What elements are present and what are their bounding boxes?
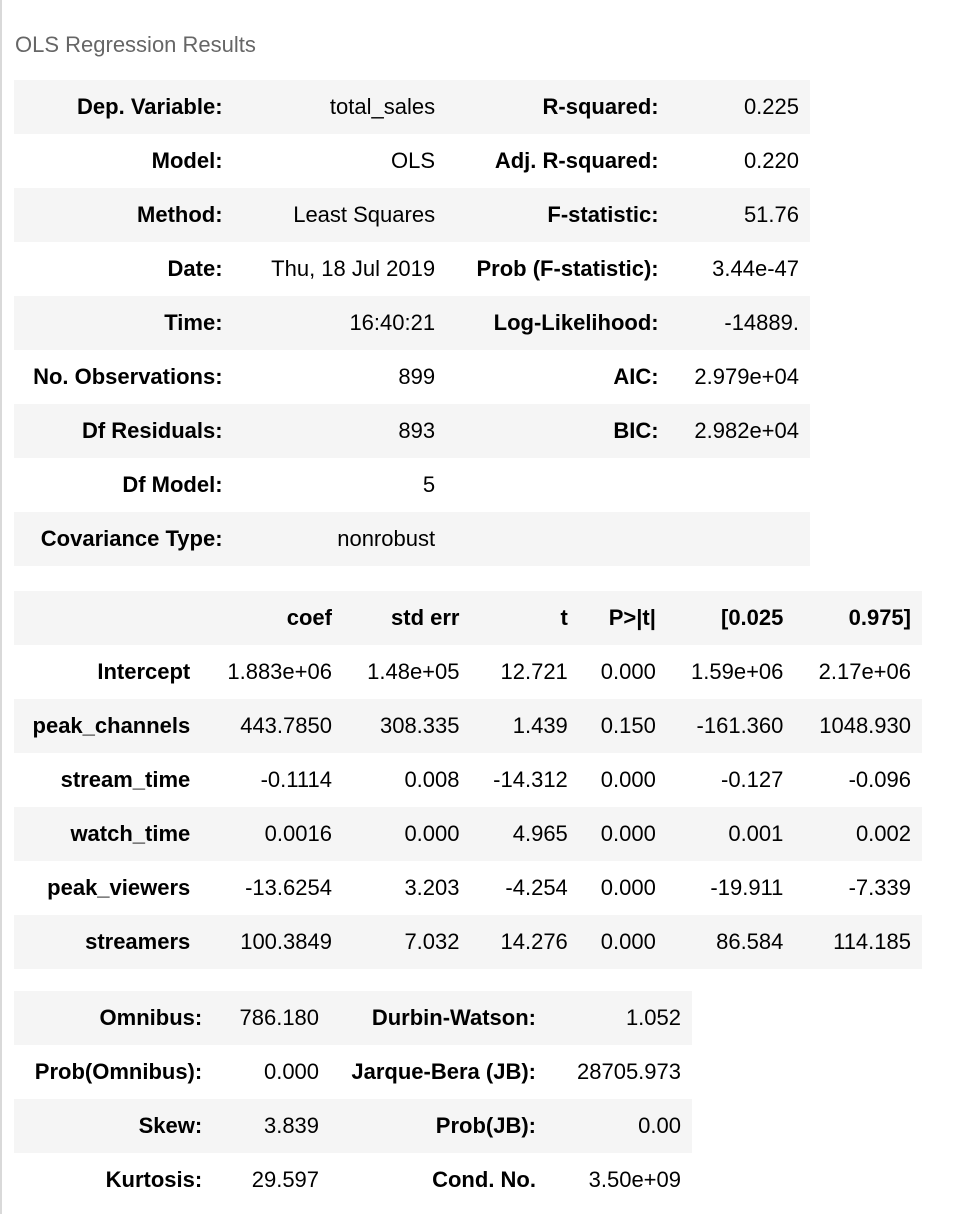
table-row (14, 991, 692, 1045)
stat-value: -14889. (670, 296, 810, 350)
variable-name: peak_viewers (14, 861, 201, 915)
p-value: 0.000 (579, 645, 667, 699)
table-row (14, 753, 922, 807)
table-row (14, 80, 810, 134)
t-value: 4.965 (471, 807, 579, 861)
t-value: 14.276 (471, 915, 579, 969)
stat-value: total_sales (234, 80, 447, 134)
stat-value: 2.982e+04 (670, 404, 810, 458)
t-value: 1.439 (471, 699, 579, 753)
variable-name: peak_channels (14, 699, 201, 753)
coef-value: 100.3849 (201, 915, 343, 969)
ci-high-value: 0.002 (794, 807, 922, 861)
table-row (14, 458, 810, 512)
std-err-value: 7.032 (343, 915, 471, 969)
stat-label: Prob (F-statistic): (446, 242, 670, 296)
stat-value: nonrobust (234, 512, 447, 566)
stat-label: Dep. Variable: (14, 80, 234, 134)
table-row (14, 1099, 692, 1153)
t-value: -4.254 (471, 861, 579, 915)
table-row (14, 188, 810, 242)
stat-value (670, 458, 810, 512)
stat-label: Covariance Type: (14, 512, 234, 566)
stat-label: Kurtosis: (14, 1153, 213, 1207)
coefficient-table (14, 591, 922, 969)
stat-label: Date: (14, 242, 234, 296)
table-row (14, 645, 922, 699)
stat-value: 786.180 (213, 991, 330, 1045)
stat-value: 899 (234, 350, 447, 404)
stat-value: 893 (234, 404, 447, 458)
stat-label: F-statistic: (446, 188, 670, 242)
table-row (14, 134, 810, 188)
table-caption: OLS Regression Results (15, 32, 256, 57)
stat-label: Durbin-Watson: (330, 991, 547, 1045)
table-row (14, 699, 922, 753)
table-row (14, 404, 810, 458)
coef-value: 443.7850 (201, 699, 343, 753)
std-err-value: 308.335 (343, 699, 471, 753)
ci-low-value: -19.911 (667, 861, 795, 915)
stat-value: 3.50e+09 (547, 1153, 692, 1207)
p-value: 0.000 (579, 807, 667, 861)
table-row (14, 350, 810, 404)
column-header (14, 591, 201, 645)
stat-label: Adj. R-squared: (446, 134, 670, 188)
column-header: [0.025 (667, 591, 795, 645)
stat-value: 29.597 (213, 1153, 330, 1207)
p-value: 0.000 (579, 753, 667, 807)
table-row (14, 861, 922, 915)
stat-value: 0.00 (547, 1099, 692, 1153)
stat-value: 16:40:21 (234, 296, 447, 350)
stat-value: 1.052 (547, 991, 692, 1045)
stat-label: Jarque-Bera (JB): (330, 1045, 547, 1099)
stat-value: 28705.973 (547, 1045, 692, 1099)
variable-name: stream_time (14, 753, 201, 807)
table-row (14, 296, 810, 350)
column-header: 0.975] (794, 591, 922, 645)
ci-low-value: 0.001 (667, 807, 795, 861)
stat-label: Omnibus: (14, 991, 213, 1045)
stat-value: 0.225 (670, 80, 810, 134)
stat-label: Cond. No. (330, 1153, 547, 1207)
coef-value: 1.883e+06 (201, 645, 343, 699)
diagnostics-table (14, 991, 692, 1207)
variable-name: Intercept (14, 645, 201, 699)
stat-value: OLS (234, 134, 447, 188)
table-row (14, 915, 922, 969)
ci-low-value: -0.127 (667, 753, 795, 807)
stat-label: Prob(Omnibus): (14, 1045, 213, 1099)
model-summary-table (14, 80, 810, 566)
coef-value: 0.0016 (201, 807, 343, 861)
column-header: t (471, 591, 579, 645)
table-row (14, 242, 810, 296)
stat-label (446, 512, 670, 566)
ci-low-value: 86.584 (667, 915, 795, 969)
variable-name: streamers (14, 915, 201, 969)
ci-low-value: 1.59e+06 (667, 645, 795, 699)
table-row (14, 512, 810, 566)
stat-label: No. Observations: (14, 350, 234, 404)
ci-high-value: 1048.930 (794, 699, 922, 753)
stat-value: 51.76 (670, 188, 810, 242)
table-row (14, 807, 922, 861)
table-row (14, 1045, 692, 1099)
p-value: 0.150 (579, 699, 667, 753)
stat-value: 3.44e-47 (670, 242, 810, 296)
stat-label: Skew: (14, 1099, 213, 1153)
std-err-value: 1.48e+05 (343, 645, 471, 699)
stat-value: 3.839 (213, 1099, 330, 1153)
column-header: coef (201, 591, 343, 645)
ci-high-value: -7.339 (794, 861, 922, 915)
stat-value: 5 (234, 458, 447, 512)
t-value: 12.721 (471, 645, 579, 699)
stat-label: Time: (14, 296, 234, 350)
stat-label: Log-Likelihood: (446, 296, 670, 350)
ci-high-value: 114.185 (794, 915, 922, 969)
ci-high-value: -0.096 (794, 753, 922, 807)
stat-label: AIC: (446, 350, 670, 404)
stat-label: BIC: (446, 404, 670, 458)
stat-value: 0.220 (670, 134, 810, 188)
std-err-value: 3.203 (343, 861, 471, 915)
coef-value: -13.6254 (201, 861, 343, 915)
std-err-value: 0.008 (343, 753, 471, 807)
column-header: P>|t| (579, 591, 667, 645)
stat-value: Thu, 18 Jul 2019 (234, 242, 447, 296)
stat-label: Df Residuals: (14, 404, 234, 458)
table-row (14, 1153, 692, 1207)
stat-label: R-squared: (446, 80, 670, 134)
t-value: -14.312 (471, 753, 579, 807)
stat-value: 2.979e+04 (670, 350, 810, 404)
ci-high-value: 2.17e+06 (794, 645, 922, 699)
stat-label: Model: (14, 134, 234, 188)
p-value: 0.000 (579, 861, 667, 915)
std-err-value: 0.000 (343, 807, 471, 861)
variable-name: watch_time (14, 807, 201, 861)
stat-value (670, 512, 810, 566)
stat-value: Least Squares (234, 188, 447, 242)
stat-label (446, 458, 670, 512)
column-header: std err (343, 591, 471, 645)
p-value: 0.000 (579, 915, 667, 969)
stat-label: Prob(JB): (330, 1099, 547, 1153)
ci-low-value: -161.360 (667, 699, 795, 753)
stat-label: Method: (14, 188, 234, 242)
stat-value: 0.000 (213, 1045, 330, 1099)
table-header-row (14, 591, 922, 645)
coef-value: -0.1114 (201, 753, 343, 807)
stat-label: Df Model: (14, 458, 234, 512)
